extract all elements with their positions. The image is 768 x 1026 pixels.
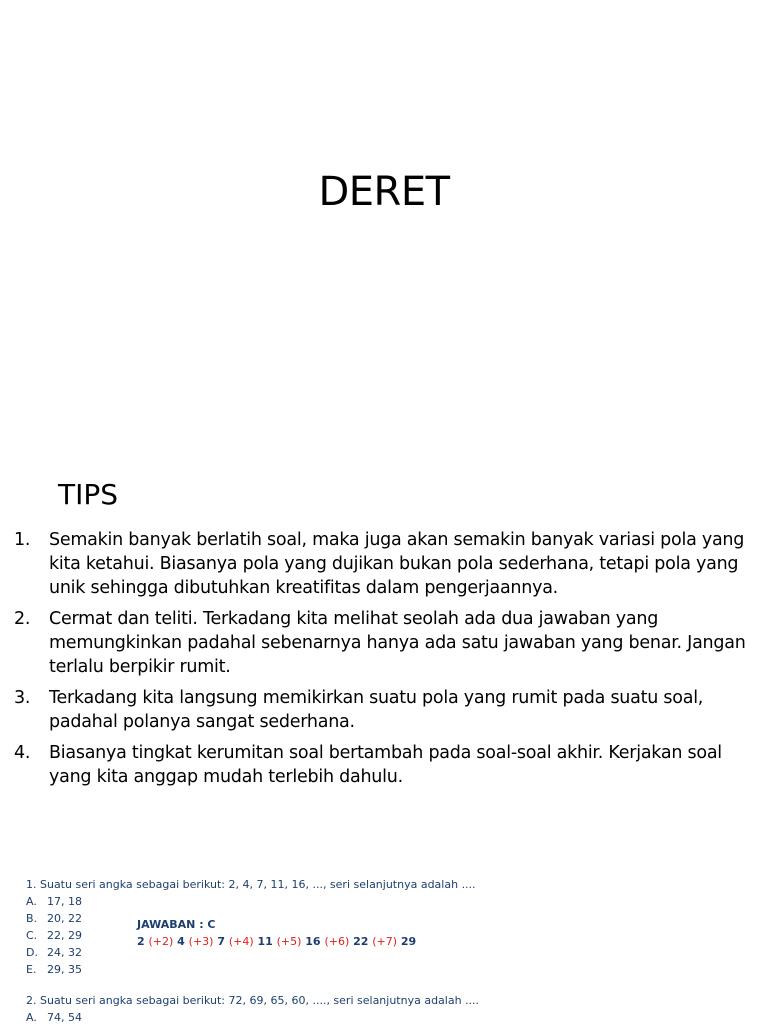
sequence-term: 11: [257, 935, 273, 948]
option-label: A.: [26, 1011, 37, 1024]
slide-title: DERET: [318, 169, 450, 215]
questions-slide: [0, 858, 768, 1024]
sequence-difference: (+2): [148, 935, 174, 948]
sequence-term: 29: [400, 935, 417, 948]
sequence-term: 7: [217, 935, 225, 948]
tip-number: 3.: [14, 688, 31, 708]
option-value: 74, 54: [47, 1011, 82, 1024]
list-item: [14, 528, 754, 600]
option-label: E.: [26, 963, 37, 976]
list-item: [14, 686, 754, 734]
tip-text: Semakin banyak berlatih soal, maka juga akan semakin banyak variasi pola yang kita ketahui. Biasanya pola yang dujikan bukan pola sederhana, tetapi pola yang unik sehingga dibutuhkan kreatifitas dalam pengerjaannya.: [49, 530, 745, 598]
tip-text: Biasanya tingkat kerumitan soal bertambah pada soal-soal akhir. Kerjakan soal yang kita anggap mudah terlebih dahulu.: [49, 743, 722, 787]
tip-number: 2.: [14, 609, 31, 629]
list-item: [26, 893, 476, 910]
tips-slide: [0, 428, 768, 858]
sequence-difference: (+7): [372, 935, 398, 948]
list-item: [26, 961, 476, 978]
tips-heading: TIPS: [58, 478, 119, 511]
tips-list: [14, 528, 754, 796]
option-value: 17, 18: [47, 895, 82, 908]
options-list: [26, 1009, 479, 1026]
option-value: 20, 22: [47, 912, 82, 925]
option-value: 22, 29: [47, 929, 82, 942]
sequence-difference: (+4): [228, 935, 254, 948]
answer-label: JAWABAN : C: [137, 918, 216, 931]
list-item: [14, 607, 754, 679]
question-text: 2. Suatu seri angka sebagai berikut: 72, 69, 65, 60, ...., seri selanjutnya adalah ....: [26, 994, 480, 1007]
sequence-difference: (+3): [188, 935, 214, 948]
list-item: [14, 741, 754, 789]
option-value: 24, 32: [47, 946, 82, 959]
option-label: A.: [26, 895, 37, 908]
tip-text: Terkadang kita langsung memikirkan suatu pola yang rumit pada suatu soal, padahal polanya sangat sederhana.: [49, 688, 704, 732]
sequence-difference: (+5): [276, 935, 302, 948]
answer-sequence: [137, 933, 416, 950]
answer-block: [137, 916, 416, 950]
sequence-term: 22: [353, 935, 369, 948]
option-label: B.: [26, 912, 38, 925]
tip-number: 4.: [14, 743, 31, 763]
option-label: C.: [26, 929, 38, 942]
sequence-term: 16: [305, 935, 321, 948]
title-slide: [0, 0, 768, 428]
sequence-term: 2: [137, 935, 145, 948]
question-2: [26, 993, 479, 1026]
sequence-term: 4: [177, 935, 185, 948]
option-label: D.: [26, 946, 38, 959]
question-text: 1. Suatu seri angka sebagai berikut: 2, 4, 7, 11, 16, ..., seri selanjutnya adalah ....: [26, 878, 476, 891]
tip-text: Cermat dan teliti. Terkadang kita melihat seolah ada dua jawaban yang memungkinkan padahal sebenarnya hanya ada satu jawaban yang benar. Jangan terlalu berpikir rumit.: [49, 609, 746, 677]
list-item: [26, 1009, 479, 1026]
tip-number: 1.: [14, 530, 31, 550]
sequence-difference: (+6): [324, 935, 350, 948]
option-value: 29, 35: [47, 963, 82, 976]
